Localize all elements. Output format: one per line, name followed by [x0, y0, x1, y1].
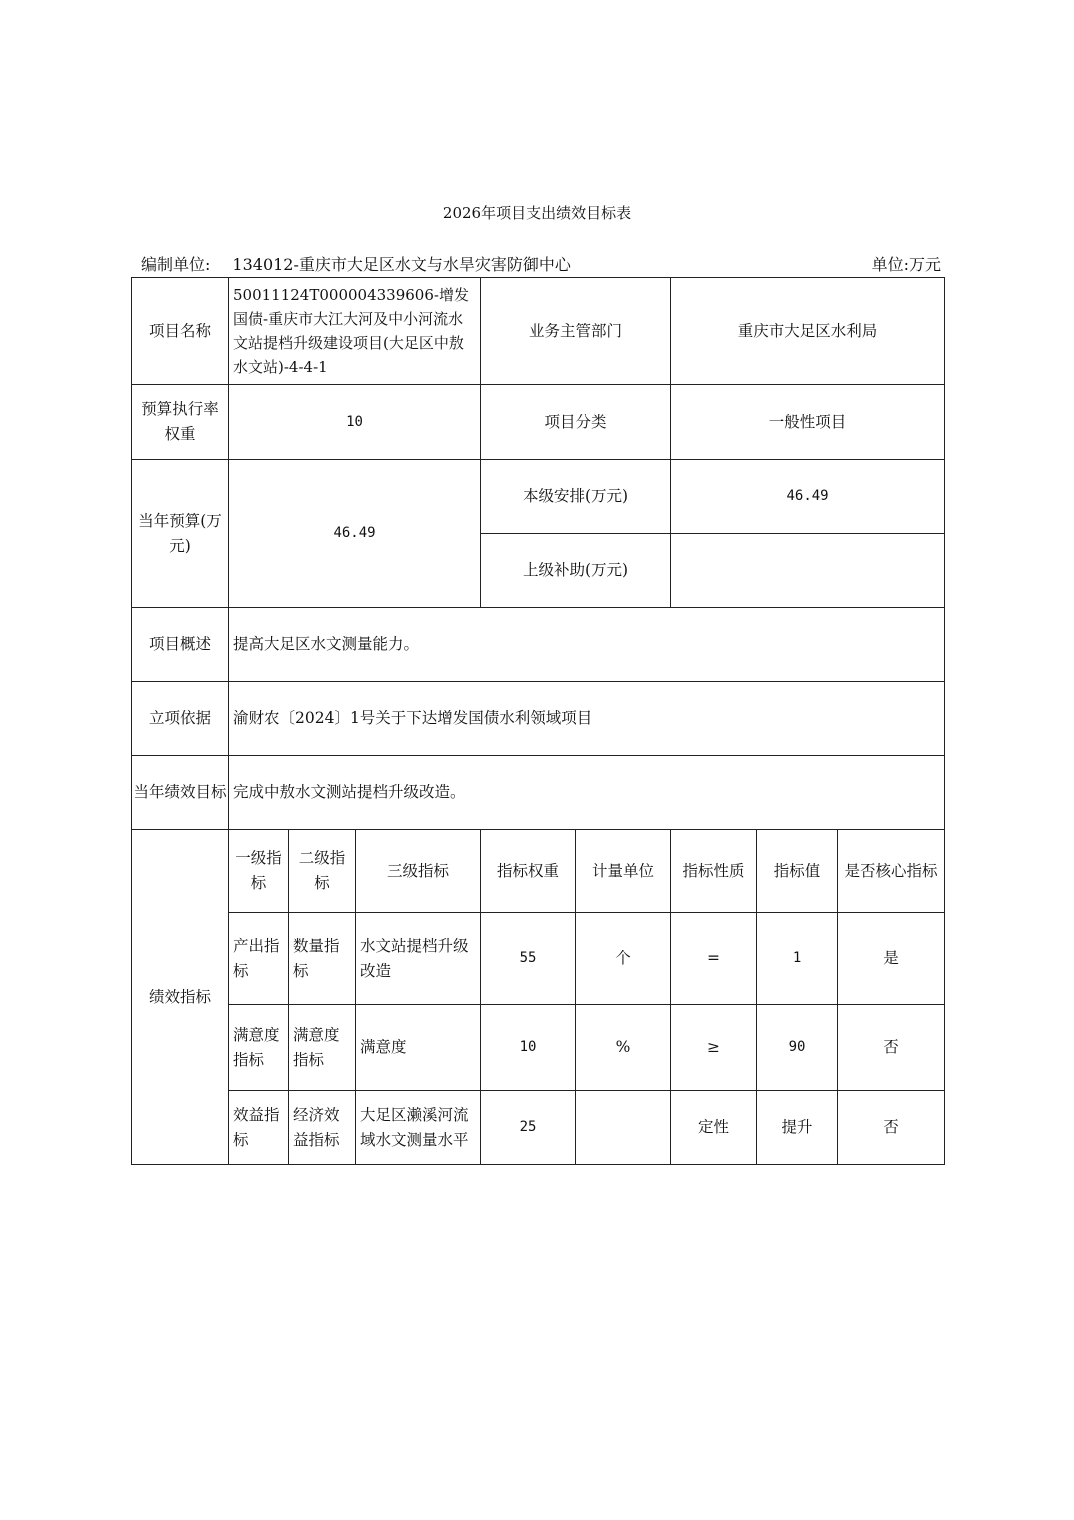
indicator-level1: 效益指标 — [229, 1091, 289, 1165]
performance-table — [131, 277, 945, 1165]
compiling-unit-value: 134012-重庆市大足区水文与水旱灾害防御中心 — [232, 255, 571, 274]
indicator-header: 指标值 — [757, 830, 838, 913]
indicator-level1: 满意度指标 — [229, 1005, 289, 1091]
currency-unit: 单位:万元 — [871, 255, 941, 274]
page-title: 2026年项目支出绩效目标表 — [442, 204, 632, 222]
overview-value: 提高大足区水文测量能力。 — [229, 608, 945, 682]
compiling-unit-label: 编制单位: — [141, 255, 211, 274]
indicator-unit: 个 — [576, 913, 671, 1005]
indicator-level3: 满意度 — [356, 1005, 481, 1091]
indicator-level1: 产出指标 — [229, 913, 289, 1005]
table-row — [132, 913, 945, 1005]
indicator-value: 90 — [757, 1005, 838, 1091]
indicator-nature: ≥ — [671, 1005, 757, 1091]
indicator-value: 提升 — [757, 1091, 838, 1165]
indicator-header: 一级指标 — [229, 830, 289, 913]
indicator-core: 否 — [838, 1005, 945, 1091]
table-row — [132, 1091, 945, 1165]
local-value: 46.49 — [671, 460, 945, 534]
weight-label: 预算执行率权重 — [132, 385, 229, 460]
project-name-label: 项目名称 — [132, 278, 229, 385]
category-value: 一般性项目 — [671, 385, 945, 460]
indicator-core: 否 — [838, 1091, 945, 1165]
category-label: 项目分类 — [481, 385, 671, 460]
indicator-weight: 25 — [481, 1091, 576, 1165]
indicator-weight: 10 — [481, 1005, 576, 1091]
dept-value: 重庆市大足区水利局 — [671, 278, 945, 385]
indicator-header: 计量单位 — [576, 830, 671, 913]
indicator-weight: 55 — [481, 913, 576, 1005]
basis-value: 渝财农〔2024〕1号关于下达增发国债水利领域项目 — [229, 682, 945, 756]
indicator-core: 是 — [838, 913, 945, 1005]
dept-label: 业务主管部门 — [481, 278, 671, 385]
weight-value: 10 — [229, 385, 481, 460]
goal-value: 完成中敖水文测站提档升级改造。 — [229, 756, 945, 830]
indicator-level3: 水文站提档升级改造 — [356, 913, 481, 1005]
indicator-nature: 定性 — [671, 1091, 757, 1165]
indicator-level2: 满意度指标 — [289, 1005, 356, 1091]
indicator-value: 1 — [757, 913, 838, 1005]
indicator-header: 指标权重 — [481, 830, 576, 913]
budget-label: 当年预算(万元) — [132, 460, 229, 608]
subsidy-value — [671, 534, 945, 608]
budget-value: 46.49 — [229, 460, 481, 608]
overview-label: 项目概述 — [132, 608, 229, 682]
perf-label: 绩效指标 — [132, 830, 229, 1165]
subsidy-label: 上级补助(万元) — [481, 534, 671, 608]
goal-label: 当年绩效目标 — [132, 756, 229, 830]
indicator-level2: 数量指标 — [289, 913, 356, 1005]
indicator-unit: % — [576, 1005, 671, 1091]
indicator-header: 三级指标 — [356, 830, 481, 913]
basis-label: 立项依据 — [132, 682, 229, 756]
indicator-header: 是否核心指标 — [838, 830, 945, 913]
project-name-value: 50011124T000004339606-增发国债-重庆市大江大河及中小河流水文站提档升级建设项目(大足区中敖水文站)-4-4-1 — [229, 278, 481, 385]
local-label: 本级安排(万元) — [481, 460, 671, 534]
indicator-header: 二级指标 — [289, 830, 356, 913]
compiling-unit — [141, 252, 571, 275]
indicator-level3: 大足区濑溪河流域水文测量水平 — [356, 1091, 481, 1165]
indicator-nature: = — [671, 913, 757, 1005]
indicator-unit — [576, 1091, 671, 1165]
table-row — [132, 1005, 945, 1091]
indicator-level2: 经济效益指标 — [289, 1091, 356, 1165]
indicator-header: 指标性质 — [671, 830, 757, 913]
